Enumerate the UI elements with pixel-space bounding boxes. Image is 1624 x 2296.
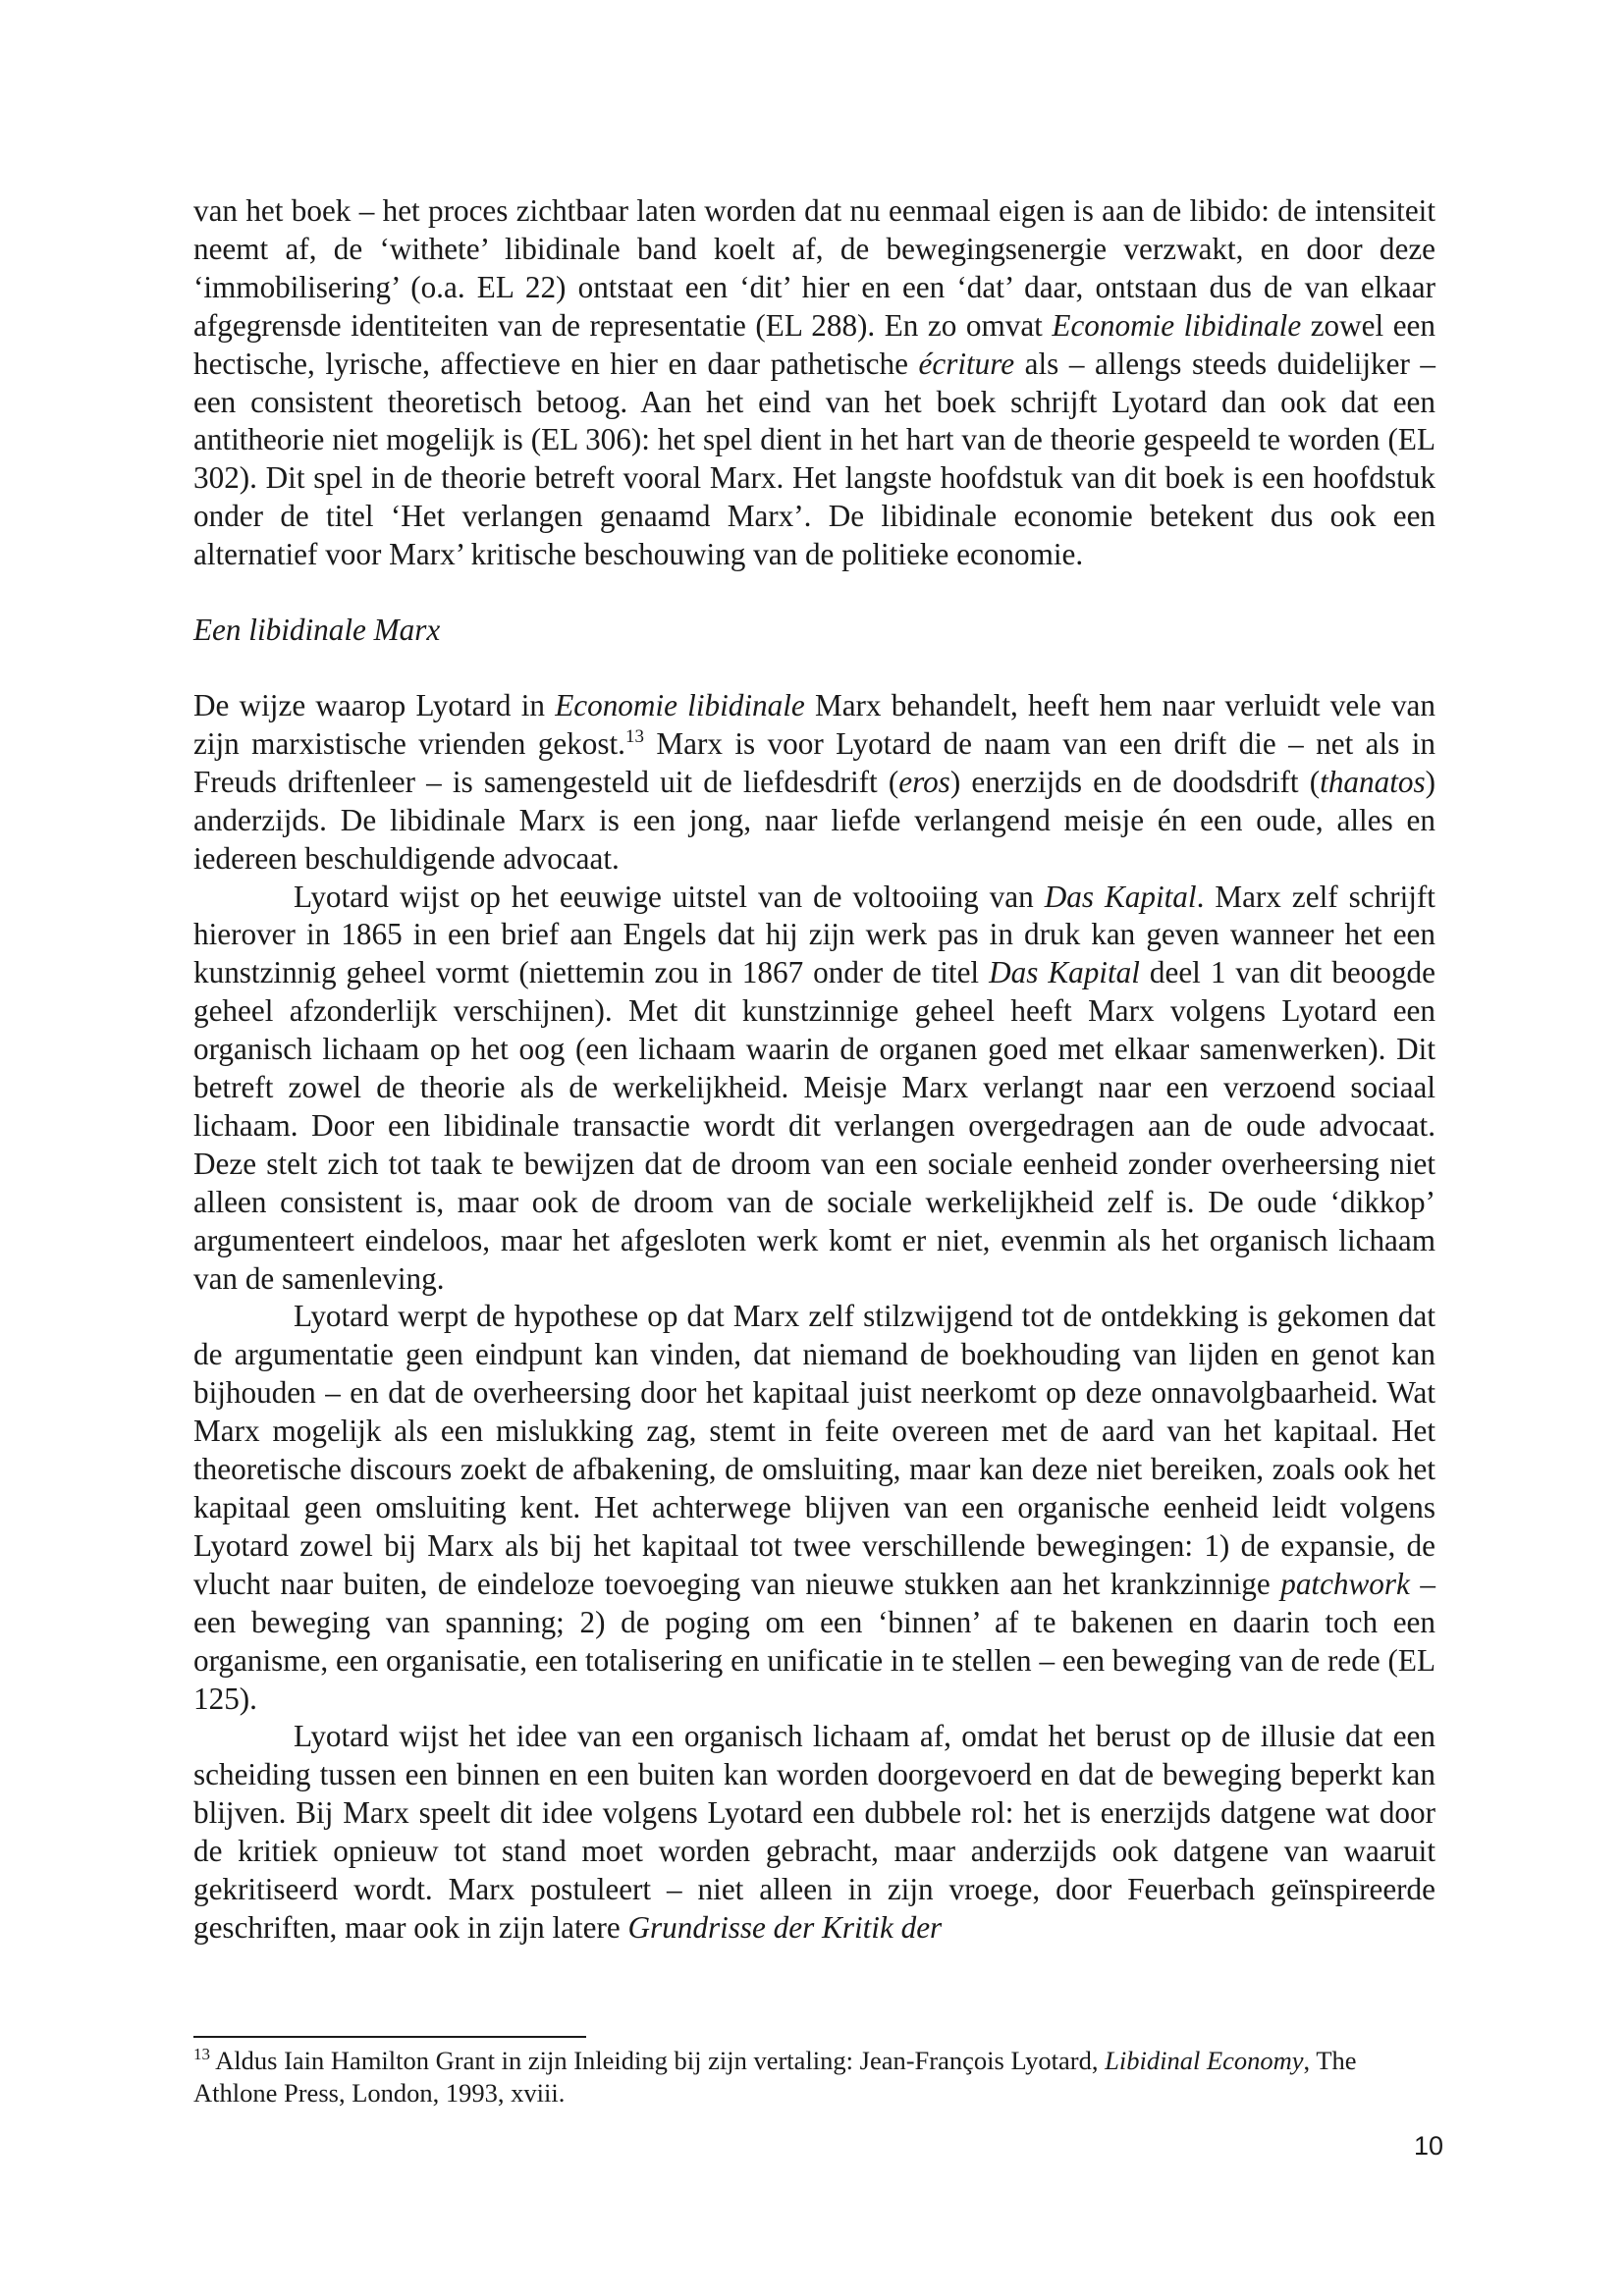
- main-text: [193, 192, 1435, 1948]
- italic-term: patchwork: [1280, 1566, 1410, 1601]
- section-heading: Een libidinale Marx: [193, 613, 441, 648]
- text-run: zowel een hectische, lyrische, affectieve en hier en daar pathetische: [193, 307, 1435, 381]
- footnote-number: 13: [193, 2045, 210, 2063]
- italic-term: eros: [898, 764, 950, 799]
- paragraph: [193, 1718, 1435, 1947]
- italic-title: Economie libidinale: [555, 687, 805, 722]
- italic-title: Economie libidinale: [1052, 307, 1302, 343]
- footnote-reference[interactable]: 13: [624, 725, 644, 747]
- text-run: Lyotard werpt de hypothese op dat Marx zelf stilzwijgend tot de ontdekking is gekomen dat de argumentatie geen eindpunt kan vinden, dat niemand de boekhouding van lijden en genot kan bijhouden – en dat de overheersing door het kapitaal juist neerkomt op deze onnavolgbaarheid. Wat Marx mogelijk als een mislukking zag, stemt in feite overeen met de aard van het kapitaal. Het theoretische discours zoekt de afbakening, de omsluiting, maar kan deze niet bereiken, zoals ook het kapitaal geen omsluiting kent. Het achterwege blijven van een organische eenheid leidt volgens Lyotard zowel bij Marx als bij het kapitaal tot twee verschillende bewegingen: 1) de expansie, de vlucht naar buiten, de eindeloze toevoeging van nieuwe stukken aan het krankzinnige: [193, 1299, 1435, 1601]
- text-run: als – allengs steeds duidelijker – een consistent theoretisch betoog. Aan het eind van het boek schrijft Lyotard dan ook dat een antitheorie niet mogelijk is (EL 306): het spel dient in het hart van de theorie gespeeld te worden (EL 302). Dit spel in de theorie betreft vooral Marx. Het langste hoofdstuk van dit boek is een hoofdstuk onder de titel ‘Het verlangen genaamd Marx’. De libidinale economie betekent dus ook een alternatief voor Marx’ kritische beschouwing van de politieke economie.: [193, 346, 1435, 572]
- paragraph: [193, 879, 1435, 1299]
- text-run: Lyotard wijst het idee van een organisch lichaam af, omdat het berust op de illusie dat een scheiding tussen een binnen en een buiten kan worden doorgevoerd en dat de beweging beperkt kan blijven. Bij Marx speelt dit idee volgens Lyotard een dubbele rol: het is enerzijds datgene wat door de kritiek opnieuw tot stand moet worden gebracht, maar anderzijds ook datgene van waaruit gekritiseerd wordt. Marx postuleert – niet alleen in zijn vroege, door Feuerbach geïnspireerde geschriften, maar ook in zijn latere: [193, 1719, 1435, 1945]
- text-run: Marx is voor Lyotard de naam van een drift die – net als in Freuds driftenleer – is samengesteld uit de liefdesdrift (: [193, 725, 1436, 799]
- italic-title: Das Kapital: [989, 955, 1140, 990]
- text-run: Aldus Iain Hamilton Grant in zijn Inleiding bij zijn vertaling: Jean-François Lyotard,: [210, 2046, 1106, 2075]
- text-run: deel 1 van dit beoogde geheel afzonderlijk verschijnen). Met dit kunstzinnige geheel heeft Marx volgens Lyotard een organisch lichaam op het oog (een lichaam waarin de organen goed met elkaar samenwerken). Dit betreft zowel de theorie als de werkelijkheid. Meisje Marx verlangt naar een verzoend sociaal lichaam. Door een libidinale transactie wordt dit verlangen overgedragen aan de oude advocaat. Deze stelt zich tot taak te bewijzen dat de droom van een sociale eenheid zonder overheersing niet alleen consistent is, maar ook de droom van de sociale werkelijkheid zelf is. De oude ‘dikkop’ argumenteert eindeloos, maar het afgesloten werk komt er niet, evenmin als het organisch lichaam van de samenleving.: [193, 955, 1435, 1296]
- footnote-separator: [193, 2036, 586, 2038]
- italic-title: Grundrisse der Kritik der: [627, 1909, 943, 1945]
- paragraph: [193, 1298, 1435, 1718]
- text-run: , The Athlone Press, London, 1993, xviii.: [193, 2046, 1357, 2108]
- italic-term: écriture: [918, 346, 1015, 381]
- text-run: ) anderzijds. De libidinale Marx is een jong, naar liefde verlangend meisje én een oude, alles en iedereen beschuldigende advocaat.: [193, 764, 1435, 876]
- text-run: ) enerzijds en de doodsdrift (: [949, 764, 1321, 799]
- text-run: . Marx zelf schrijft hierover in 1865 in een brief aan Engels dat hij zijn werk pas in druk kan geven wanneer het een kunstzinnig geheel vormt (niettemin zou in 1867 onder de titel: [193, 879, 1435, 990]
- italic-title: Libidinal Economy: [1105, 2046, 1304, 2075]
- page-number: 10: [1413, 2131, 1443, 2161]
- text-run: Marx behandelt, heeft hem naar verluidt vele van zijn marxistische vrienden gekost.: [193, 687, 1435, 761]
- text-run: Lyotard wijst op het eeuwige uitstel van de voltooiing van: [294, 879, 1045, 914]
- text-run: De wijze waarop Lyotard in: [193, 687, 556, 722]
- paragraph: [193, 687, 1435, 879]
- italic-title: Das Kapital: [1044, 879, 1197, 914]
- text-run: van het boek – het proces zichtbaar laten worden dat nu eenmaal eigen is aan de libido: de intensiteit neemt af, de ‘withete’ libidinale band koelt af, de bewegingsenergie verzwakt, en door deze ‘immobilisering’ (o.a. EL 22) ontstaat een ‘dit’ hier en een ‘dat’ daar, ontstaan dus de van elkaar afgegrensde identiteiten van de representatie (EL 288). En zo omvat: [193, 193, 1435, 343]
- footnote: [193, 2045, 1435, 2109]
- paragraph: [193, 192, 1435, 574]
- italic-term: thanatos: [1320, 764, 1426, 799]
- text-run: – een beweging van spanning; 2) de poging om een ‘binnen’ af te bakenen en daarin toch een organisme, een organisatie, een totalisering en unificatie in te stellen – een beweging van de rede (EL 125).: [193, 1566, 1435, 1716]
